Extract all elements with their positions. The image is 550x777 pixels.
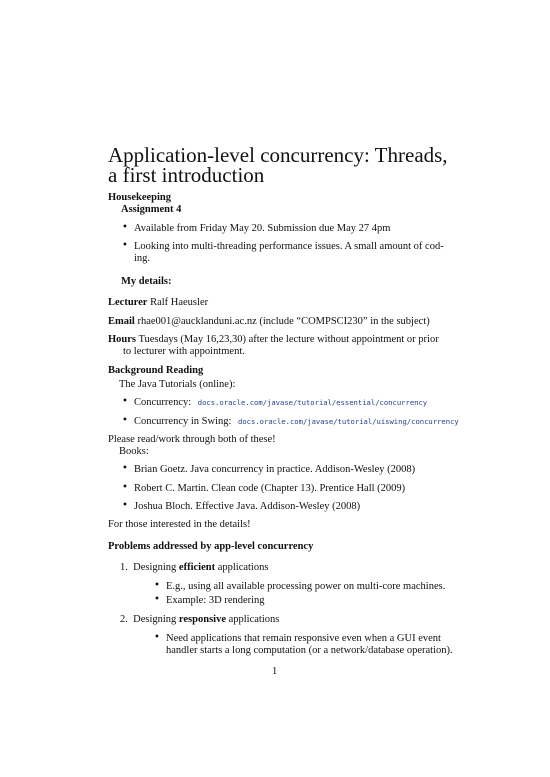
problem-item-1-suffix: applications — [215, 562, 269, 573]
problem-1-bullet: E.g., using all available processing power on multi-core machines. — [166, 581, 446, 592]
hours-label: Hours — [108, 334, 137, 345]
problem-item-1 — [120, 561, 268, 574]
bullet-icon: • — [122, 482, 128, 493]
bullet-icon: • — [122, 463, 128, 474]
problem-item-2-suffix: applications — [225, 614, 280, 625]
page-number: 1 — [272, 666, 278, 677]
title-line-1: Application-level concurrency: Threads, — [108, 143, 448, 167]
email-value: rhae001@aucklanduni.ac.nz (include “COMPSCI230” in the subject) — [137, 316, 430, 327]
title-line-2: a first introduction — [108, 163, 265, 187]
book-item: Robert C. Martin. Clean code (Chapter 13). Prentice Hall (2009) — [134, 483, 406, 494]
details-note: For those interested in the details! — [108, 519, 251, 530]
bullet-icon: • — [122, 396, 128, 407]
book-item: Brian Goetz. Java concurrency in practice. Addison-Wesley (2008) — [134, 464, 416, 475]
bullet-icon: • — [154, 580, 160, 591]
link-item-swing — [134, 415, 459, 428]
bullet-icon: • — [122, 500, 128, 511]
email-row — [108, 315, 430, 328]
concurrency-link[interactable]: docs.oracle.com/javase/tutorial/essential/concurrency — [197, 398, 428, 407]
bullet-icon: • — [122, 240, 128, 251]
list-number: 2. — [120, 614, 134, 625]
assignment-heading: Assignment 4 — [121, 204, 182, 215]
hours-value-cont: to lecturer with appointment. — [123, 346, 245, 357]
bullet-icon: • — [122, 222, 128, 233]
housekeeping-heading: Housekeeping — [108, 192, 172, 203]
lecturer-label: Lecturer — [108, 297, 148, 308]
books-label: Books: — [119, 446, 149, 457]
lecturer-value: Ralf Haeusler — [150, 297, 209, 308]
housekeeping-bullet-1: Available from Friday May 20. Submission due May 27 4pm — [134, 223, 391, 234]
problem-item-2 — [120, 613, 279, 626]
problem-item-2-bold: responsive — [178, 614, 226, 625]
link-label: Concurrency in Swing: — [134, 416, 232, 427]
please-read: Please read/work through both of these! — [108, 434, 276, 445]
hours-value: Tuesdays (May 16,23,30) after the lecture without appointment or prior — [138, 334, 439, 345]
list-number: 1. — [120, 562, 134, 573]
mydetails-heading: My details: — [121, 276, 172, 287]
housekeeping-bullet-2-cont: ing. — [134, 253, 151, 264]
link-label: Concurrency: — [134, 397, 192, 408]
problem-2-bullet-cont: handler starts a long computation (or a network/database operation). — [166, 645, 453, 656]
problem-item-2-prefix: Designing — [133, 614, 179, 625]
problem-1-bullet: Example: 3D rendering — [166, 595, 265, 606]
bullet-icon: • — [154, 632, 160, 643]
swing-concurrency-link[interactable]: docs.oracle.com/javase/tutorial/uiswing/concurrency — [238, 417, 459, 426]
email-label: Email — [108, 316, 135, 327]
lecturer-row — [108, 296, 208, 309]
problem-item-1-prefix: Designing — [133, 562, 179, 573]
link-item-concurrency — [134, 396, 427, 409]
housekeeping-bullet-2: Looking into multi-threading performance issues. A small amount of cod- — [134, 241, 444, 252]
bullet-icon: • — [122, 415, 128, 426]
problems-heading: Problems addressed by app-level concurrency — [108, 541, 314, 552]
book-item: Joshua Bloch. Effective Java. Addison-Wesley (2008) — [134, 501, 361, 512]
tutorials-intro: The Java Tutorials (online): — [119, 379, 236, 390]
background-heading: Background Reading — [108, 365, 204, 376]
bullet-icon: • — [154, 594, 160, 605]
problem-2-bullet: Need applications that remain responsive even when a GUI event — [166, 633, 441, 644]
problem-item-1-bold: efficient — [178, 562, 216, 573]
